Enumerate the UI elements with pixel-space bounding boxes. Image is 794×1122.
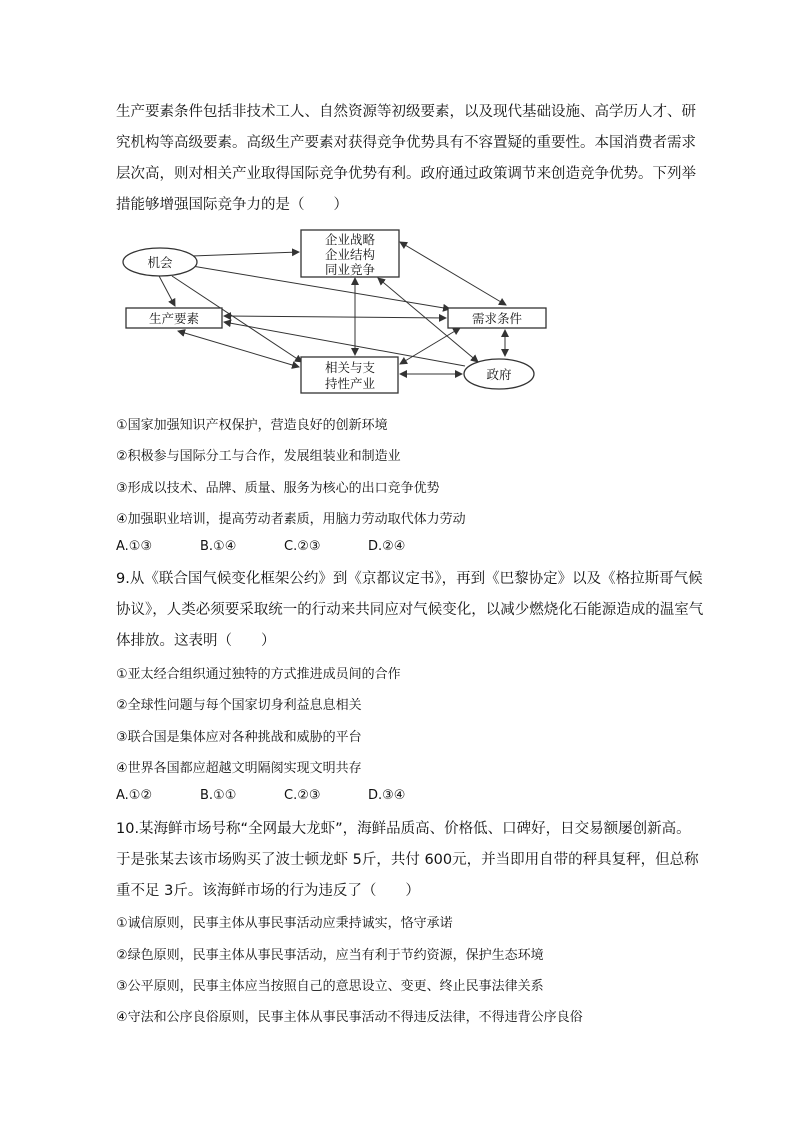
node-gov-label: 政府 — [486, 367, 512, 382]
node-related-line-1: 相关与支 — [324, 360, 376, 375]
node-strategy — [301, 230, 399, 277]
node-chance-label: 机会 — [147, 255, 173, 270]
arrow-strategy-demand — [400, 242, 506, 305]
q8-stem-line-1: 生产要素条件包括非技术工人、自然资源等初级要素，以及现代基础设施、高学历人才、研 — [116, 104, 696, 120]
q8-item-3: ③形成以技术、品牌、质量、服务为核心的出口竞争优势 — [116, 481, 440, 496]
node-strategy-line-1: 企业战略 — [324, 232, 376, 247]
q10-item-4: ④守法和公序良俗原则，民事主体从事民事活动不得违反法律，不得违背公序良俗 — [116, 1010, 583, 1025]
q10-stem-line-1: 10.某海鲜市场号称“全网最大龙虾”，海鲜品质高、价格低、口碑好，日交易额屡创新高。 — [116, 821, 691, 837]
q9-item-4: ④世界各国都应超越文明隔阂实现文明共存 — [116, 761, 362, 776]
q9-item-2: ②全球性问题与每个国家切身利益息息相关 — [116, 698, 362, 713]
q9-option-d[interactable]: D.③④ — [368, 788, 406, 803]
node-related-line-2: 持性产业 — [324, 376, 376, 391]
q10-stem-line-3: 重不足 3斤。该海鲜市场的行为违反了（ ） — [116, 883, 420, 899]
q9-item-1: ①亚太经合组织通过独特的方式推进成员间的合作 — [116, 667, 401, 682]
arrow-factors-related — [178, 331, 299, 367]
q9-stem-line-1: 9.从《联合国气候变化框架公约》到《京都议定书》，再到《巴黎协定》以及《格拉斯哥气候 — [116, 571, 703, 587]
node-gov — [464, 359, 534, 389]
q8-item-1: ①国家加强知识产权保护，营造良好的创新环境 — [116, 418, 388, 433]
q9-item-3: ③联合国是集体应对各种挑战和威胁的平台 — [116, 730, 362, 745]
q8-item-2: ②积极参与国际分工与合作，发展组装业和制造业 — [116, 449, 401, 464]
q8-option-b[interactable]: B.①④ — [200, 539, 237, 554]
q9-stem-line-2: 协议》，人类必须要采取统一的行动来共同应对气候变化，以减少燃烧化石能源造成的温室气 — [116, 602, 704, 618]
node-strategy-line-3: 同业竞争 — [324, 262, 376, 277]
q10-stem-line-2: 于是张某去该市场购买了波士顿龙虾 5斤，共付 600元，并当即用自带的秤具复秤，但总称 — [116, 852, 699, 868]
q9-option-a[interactable]: A.①② — [116, 788, 153, 803]
arrow-related-demand — [400, 328, 460, 364]
node-strategy-line-2: 企业结构 — [324, 247, 376, 262]
node-chance — [123, 248, 197, 276]
porter-diamond-diagram — [110, 224, 550, 396]
arrow-factors-demand — [224, 316, 446, 318]
node-demand-label: 需求条件 — [471, 311, 523, 326]
arrow-chance-factors — [158, 274, 175, 306]
q10-item-1: ①诚信原则，民事主体从事民事活动应秉持诚实，恪守承诺 — [116, 916, 453, 931]
q8-option-a[interactable]: A.①③ — [116, 539, 153, 554]
q8-stem-line-4: 措能够增强国际竞争力的是（ ） — [116, 197, 348, 213]
q8-stem-line-2: 究机构等高级要素。高级生产要素对获得竞争优势具有不容置疑的重要性。本国消费者需求 — [116, 135, 696, 151]
q10-item-3: ③公平原则，民事主体应当按照自己的意思设立、变更、终止民事法律关系 — [116, 979, 544, 994]
q10-item-2: ②绿色原则，民事主体从事民事活动，应当有利于节约资源，保护生态环境 — [116, 948, 544, 963]
node-factors-label: 生产要素 — [148, 311, 200, 326]
node-factors — [126, 308, 222, 328]
q9-options — [116, 788, 452, 803]
q8-option-c[interactable]: C.②③ — [284, 539, 321, 554]
q8-option-d[interactable]: D.②④ — [368, 539, 406, 554]
q8-item-4: ④加强职业培训，提高劳动者素质，用脑力劳动取代体力劳动 — [116, 512, 466, 527]
node-demand — [448, 308, 546, 328]
q9-option-b[interactable]: B.①① — [200, 788, 237, 803]
q8-stem-line-3: 层次高，则对相关产业取得国际竞争优势有利。政府通过政策调节来创造竞争优势。下列举 — [116, 166, 696, 182]
arrow-chance-strategy — [192, 252, 299, 256]
q8-options — [116, 539, 452, 554]
q9-stem-line-3: 体排放。这表明（ ） — [116, 633, 276, 649]
node-related — [301, 357, 398, 393]
q9-option-c[interactable]: C.②③ — [284, 788, 321, 803]
